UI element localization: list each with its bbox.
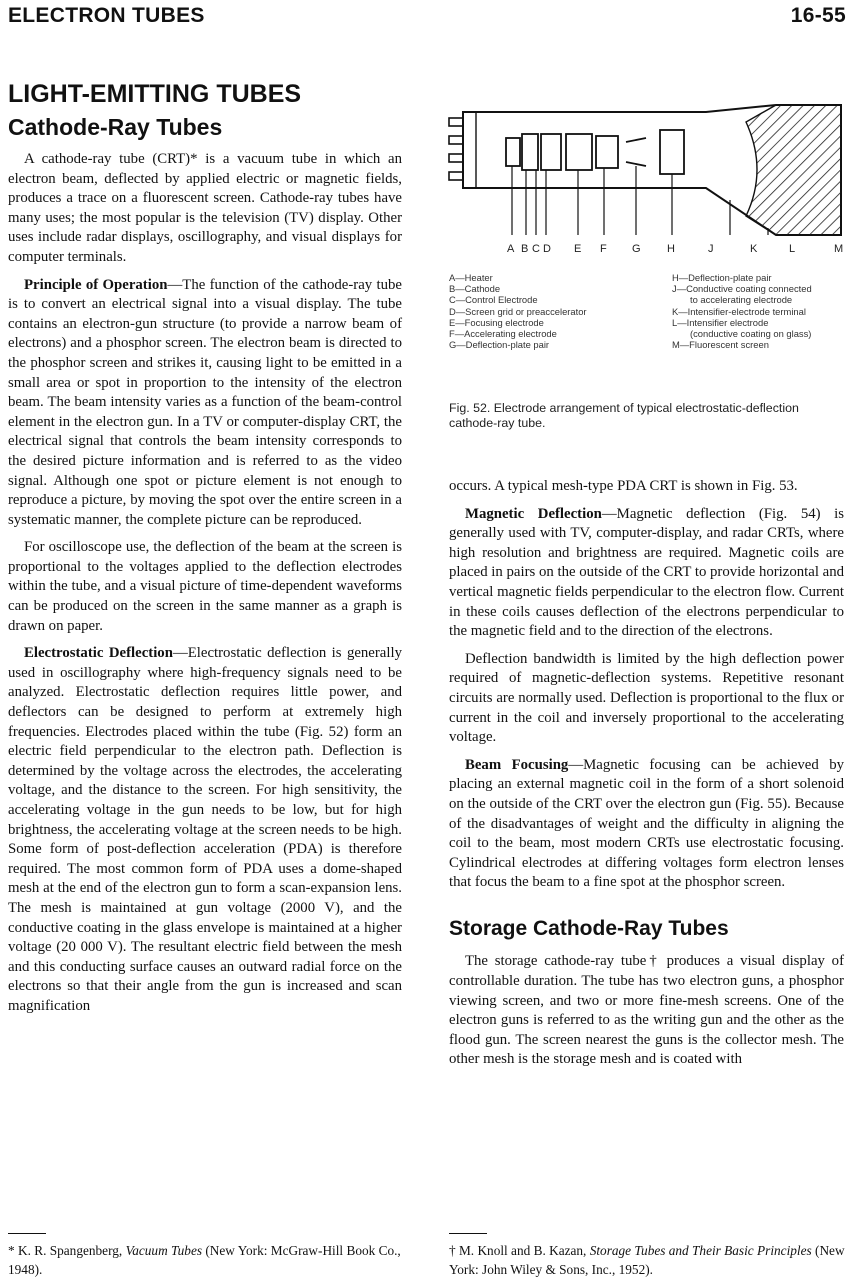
legend-item: J—Conductive coating connected [672,283,812,295]
run-in-heading: Magnetic Deflection [465,505,602,522]
electrode-letter: G [632,243,641,255]
running-header-title: ELECTRON TUBES [8,4,205,27]
legend-column-left [449,272,639,350]
run-in-heading: Electrostatic Deflection [24,645,173,662]
legend-item: A—Heater [449,272,493,283]
base-pins [449,118,463,180]
legend-item: D—Screen grid or preaccelerator [449,305,587,317]
paragraph: A cathode-ray tube (CRT)* is a vacuum tube in which an electron beam, deflected by applied electric or magnetic fields, produces a trace on a fluorescent screen. Cathode-ray tubes have many uses; the most popular is the television (TV) display. Other uses include radar displays, oscillography, and visual displays for computer terminals. [8,151,402,265]
footnote: † M. Knoll and B. Kazan, Storage Tubes and Their Basic Principles (New York: John Wiley & Sons, Inc., 1952). [449,1243,845,1277]
electrode-letter: E [574,243,582,255]
electrode-letter: H [667,243,675,255]
legend-item: L—Intensifier electrode [672,316,769,328]
paragraph: Beam Focusing—Magnetic focusing can be achieved by placing an external magnetic coil in the form of a short solenoid on the outside of the CRT over the electron gun (Fig. 55). Because of the disadvantages of weight and the difficulty in aligning the coil to the beam, most modern CRTs use electrostatic focusing. Cylindrical electrodes at differing voltages form electron lenses that focus the beam to a fine spot at the phosphor screen. [449,756,844,891]
paragraph: occurs. A typical mesh-type PDA CRT is shown in Fig. 53. [449,478,798,494]
legend-item: H—Deflection-plate pair [672,272,772,283]
paragraph: For oscilloscope use, the deflection of the beam at the screen is proportional to the voltages applied to the deflection electrodes within the tube, and a visual picture of time-dependent waveforms can be produced on the screen in the same manner as a graph is drawn on paper. [8,539,402,634]
electrode-letters [507,243,843,255]
fluorescent-screen [746,105,841,235]
footnote-rule [8,1233,46,1234]
electrode-letter: J [708,243,714,255]
leader-lines [512,166,768,235]
electrode-letter: A [507,243,515,255]
paragraph: Deflection bandwidth is limited by the high deflection power required of magnetic-deflection systems. Repetitive resonant circuits are normally used. Deflection is proportional to the flux or current in the coil and inversely proportional to the accelerating voltage. [449,650,844,746]
legend-item: K—Intensifier-electrode terminal [672,305,806,317]
legend-item: B—Cathode [449,283,501,295]
electron-gun [506,130,684,174]
electrode-letter: C [532,243,540,255]
section-heading: Storage Cathode-Ray Tubes [449,916,729,940]
paragraph: Electrostatic Deflection—Electrostatic deflection is generally used in oscillography where high-frequency signals need to be analyzed. Electrostatic deflection requires little power, and deflectors can be designed to perform at extremely high frequencies. Electrodes placed within the tube (Fig. 52) form an electric field perpendicular to the electron path. Deflection is determined by the voltage across the electrodes, the accelerating voltage, and the distance to the screen. For high sensitivity, the accelerating voltage in the gun needs to be low, but for high brightness, the accelerating voltage at the screen needs to be high. Some form of post-deflection acceleration (PDA) is therefore required. The most common form of PDA uses a dome-shaped mesh at the end of the electron gun to form a scan-expansion lens. The mesh is maintained at gun voltage (2000 V), and the conductive coating in the glass envelope is maintained at a higher voltage (20 000 V). The resultant electric field between the mesh and this conducting surface causes an outward radial force on the electrons so that their angle from the gun is increased and scan magnification [8,645,402,1014]
electrode-letter: F [600,243,607,255]
footnote-rule [449,1233,487,1234]
legend-item: C—Control Electrode [449,294,538,306]
subsection-title: Cathode-Ray Tubes [8,114,223,140]
run-in-heading: Beam Focusing [465,756,569,773]
page-number: 16-55 [790,4,846,27]
figure-caption: Fig. 52. Electrode arrangement of typical electrostatic-deflection cathode-ray tube. [449,401,799,430]
electrode-letter: M [834,243,844,255]
run-in-heading: Principle of Operation [24,276,168,293]
legend-item: E—Focusing electrode [449,316,544,328]
electrode-letter: K [750,243,758,255]
crt-diagram [446,100,850,260]
legend-item: (conductive coating on glass) [690,328,812,340]
paragraph: The storage cathode-ray tube† produces a visual display of controllable duration. The tube has two electron guns, a phosphor viewing screen, and two or more fine-mesh screens. One of the electron guns is referred to as the writing gun and the other as the flood gun. The screen nearest the guns is the collector mesh. The other mesh is the storage mesh and is coated with [449,953,844,1068]
electrode-letter: B [521,243,529,255]
legend-item: F—Accelerating electrode [449,328,557,340]
electrode-letter: L [789,243,796,255]
crt-diagram-drawing [446,100,850,260]
footnote: * K. R. Spangenberg, Vacuum Tubes (New York: McGraw-Hill Book Co., 1948). [8,1243,401,1277]
section-title: LIGHT-EMITTING TUBES [8,80,302,108]
legend-column-right [672,272,852,350]
legend-item: to accelerating electrode [690,294,793,306]
legend-item: G—Deflection-plate pair [449,339,550,351]
right-column [449,477,844,1078]
legend-item: M—Fluorescent screen [672,339,769,351]
electrode-letter: D [543,243,551,255]
paragraph: Principle of Operation—The function of the cathode-ray tube is to convert an electrical signal into a visual display. The tube contains an electron-gun structure (to provide a narrow beam of electrons) and a phosphor screen. The electron beam is directed to the phosphor screen and strikes it, causing light to be emitted in a small area or spot in proportion to the intensity of the electron beam. The beam intensity varies as a function of the beam-control element in the electron gun. In a TV or computer-display CRT, the electrical signal that controls the beam intensity corresponds to the desired picture information and is referred to as the video signal. Although one spot or picture element is not enough to reproduce a picture, by moving the spot over the entire screen in a systematic manner, the complete picture can be reproduced. [8,276,402,528]
paragraph: Magnetic Deflection—Magnetic deflection (Fig. 54) is generally used with TV, computer-display, and radar CRTs, where high resolution and brightness are required. Magnetic coils are placed in pairs on the outside of the CRT to provide horizontal and vertical magnetic fields perpendicular to the electron flow. Current in these coils causes deflection of the electrons perpendicular to the magnetic field and to the direction of the electrons. [449,505,844,640]
left-column [8,150,402,1025]
